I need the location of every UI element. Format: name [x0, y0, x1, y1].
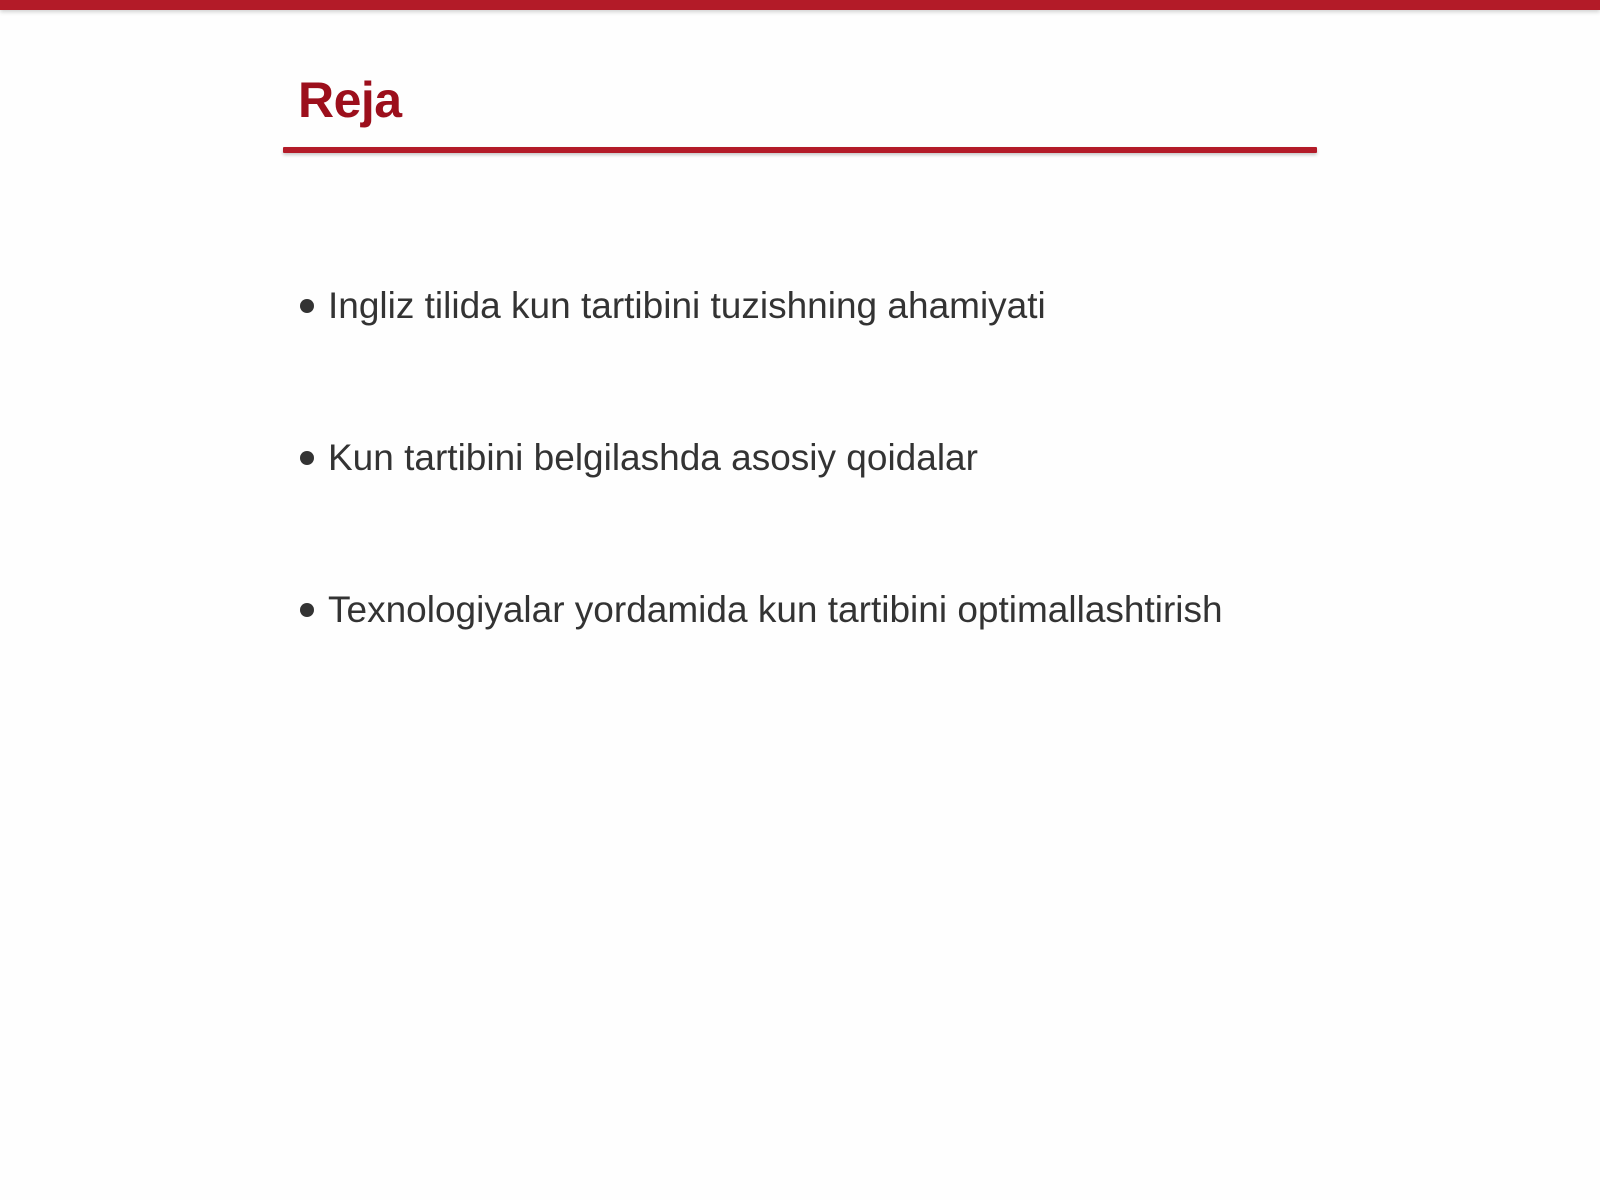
bullet-dot-icon: [300, 299, 314, 313]
bullet-item: [300, 582, 1223, 638]
top-accent-bar: [0, 0, 1600, 10]
bullet-text: Ingliz tilida kun tartibini tuzishning ahamiyati: [328, 285, 1046, 326]
bullet-dot-icon: [300, 603, 314, 617]
bullet-text: Texnologiyalar yordamida kun tartibini optimallashtirish: [328, 589, 1223, 630]
bullet-dot-icon: [300, 451, 314, 465]
bullet-list: [300, 278, 1223, 734]
title-underline-divider: [283, 147, 1317, 153]
bullet-text: Kun tartibini belgilashda asosiy qoidalar: [328, 437, 978, 478]
bullet-item: [300, 430, 1223, 486]
bullet-item: [300, 278, 1223, 334]
slide-title: Reja: [298, 72, 402, 128]
